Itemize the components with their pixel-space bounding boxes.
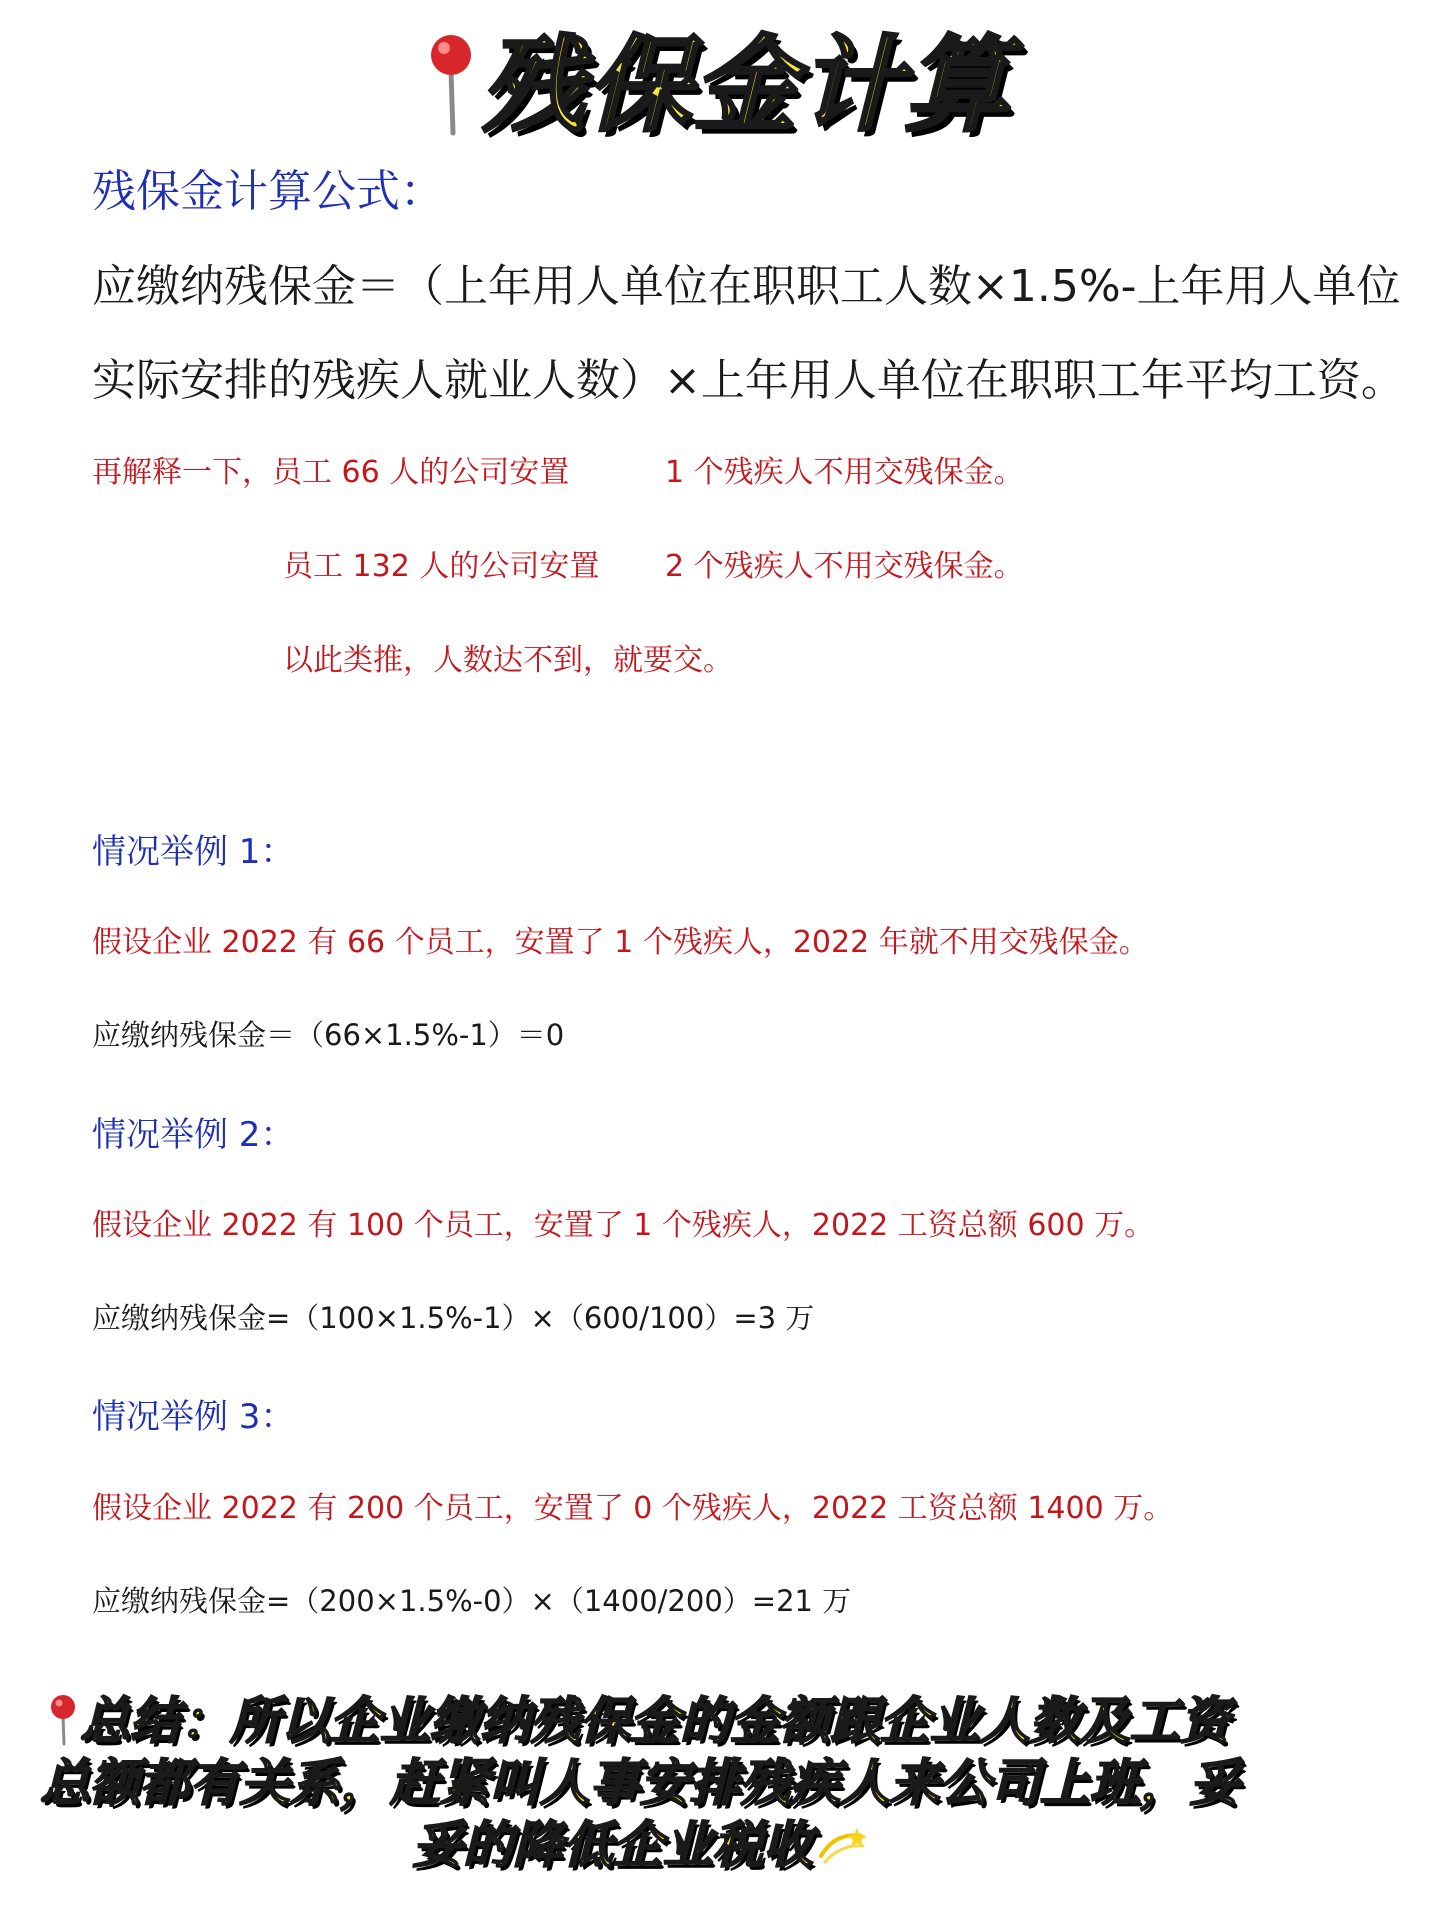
summary-line-1: [40, 1690, 1240, 1752]
page-title: 残保金计算: [480, 24, 1011, 146]
dizzy-sparkle-icon: [817, 1826, 867, 1870]
explain-row-1-right: 1 个残疾人不用交残保金。: [665, 455, 1024, 490]
example-2-calc: 应缴纳残保金=（100×1.5%-1）×（600/100）=3 万: [92, 1301, 815, 1335]
summary-line-2: 总额都有关系，赶紧叫人事安排残疾人来公司上班，妥: [40, 1754, 1240, 1812]
example-2-assumption: 假设企业 2022 有 100 个员工，安置了 1 个残疾人，2022 工资总额 600 万。: [92, 1208, 1155, 1243]
formula-line-2: 实际安排的残疾人就业人数）×上年用人单位在职职工年平均工资。: [92, 355, 1405, 406]
page-title-block: [0, 24, 1440, 146]
pushpin-icon: [50, 1694, 76, 1746]
example-3-calc: 应缴纳残保金=（200×1.5%-0）×（1400/200）=21 万: [92, 1584, 852, 1618]
explain-row-3: 以此类推，人数达不到，就要交。: [283, 643, 733, 678]
summary-text-1: 总结：所以企业缴纳残保金的金额跟企业人数及工资: [80, 1692, 1230, 1750]
example-1-calc: 应缴纳残保金＝（66×1.5%-1）＝0: [92, 1018, 565, 1052]
summary-text-3: 妥的降低企业税收: [413, 1816, 813, 1874]
example-3-heading: 情况举例 3：: [92, 1397, 295, 1437]
example-2-heading: 情况举例 2：: [92, 1115, 295, 1155]
formula-line-1: 应缴纳残保金＝（上年用人单位在职职工人数×1.5%-上年用人单位: [92, 261, 1401, 312]
example-3-assumption: 假设企业 2022 有 200 个员工，安置了 0 个残疾人，2022 工资总额 1400 万。: [92, 1491, 1174, 1526]
pushpin-icon: [429, 33, 473, 137]
summary-line-3: [40, 1814, 1240, 1876]
explain-row-2-left: 员工 132 人的公司安置: [283, 549, 600, 584]
example-1-heading: 情况举例 1：: [92, 832, 295, 872]
formula-heading: 残保金计算公式：: [92, 166, 444, 217]
explain-row-2-right: 2 个残疾人不用交残保金。: [665, 549, 1024, 584]
example-1-assumption: 假设企业 2022 有 66 个员工，安置了 1 个残疾人，2022 年就不用交残保金。: [92, 925, 1149, 960]
summary-block: [40, 1690, 1240, 1876]
explain-row-1-left: 再解释一下，员工 66 人的公司安置: [92, 455, 570, 490]
